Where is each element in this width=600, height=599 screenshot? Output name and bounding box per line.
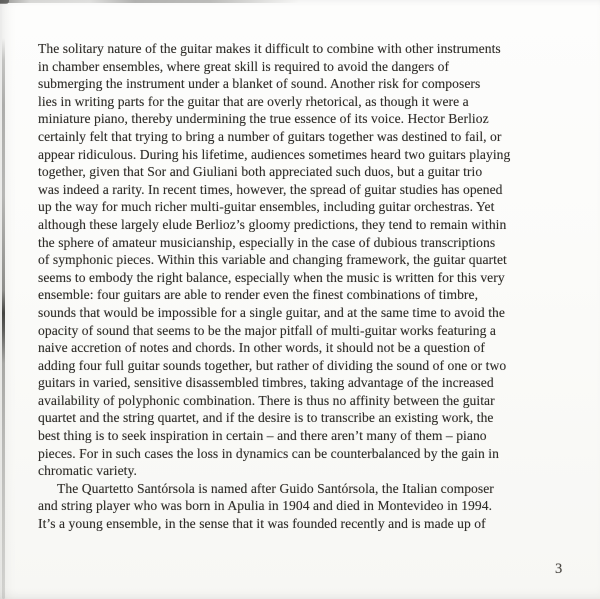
text-line: lies in writing parts for the guitar that are overly rhetorical, as though it were a: [38, 93, 469, 109]
text-line: availability of polyphonic combination. There is thus no affinity between the guitar: [38, 392, 495, 408]
paragraph: [38, 480, 562, 533]
text-line: of symphonic pieces. Within this variable and changing framework, the guitar quartet: [38, 252, 507, 268]
text-line: quartet and the string quartet, and if the desire is to transcribe an existing work, the: [38, 410, 494, 426]
text-line: the sphere of amateur musicianship, especially in the case of dubious transcriptions: [38, 234, 496, 250]
text-line: appear ridiculous. During his lifetime, audiences sometimes heard two guitars playing: [38, 146, 511, 162]
text-line: pieces. For in such cases the loss in dynamics can be counterbalanced by the gain in: [38, 445, 499, 461]
text-line: sounds that would be impossible for a single guitar, and at the same time to avoid the: [38, 304, 505, 320]
text-line: The Quartetto Santórsola is named after Guido Santórsola, the Italian composer: [57, 480, 494, 496]
text-line: guitars in varied, sensitive disassembled timbres, taking advantage of the increased: [38, 375, 494, 391]
text-line: adding four full guitar sounds together, but rather of dividing the sound of one or two: [38, 357, 507, 373]
text-line: certainly felt that trying to bring a number of guitars together was destined to fail, or: [38, 128, 502, 144]
text-block: [38, 40, 562, 533]
scan-edge-artifact-top: [0, 0, 300, 3]
page-number: 3: [555, 561, 563, 577]
scan-corner-mark: [0, 0, 9, 4]
text-line: in chamber ensembles, where great skill is required to avoid the dangers of: [38, 58, 450, 74]
text-line: ensemble: four guitars are able to render even the finest combinations of timbre,: [38, 287, 479, 303]
scan-edge-artifact-left: [2, 38, 5, 599]
text-line: was indeed a rarity. In recent times, however, the spread of guitar studies has opened: [38, 181, 503, 197]
text-line: miniature piano, thereby undermining the true essence of its voice. Hector Berlioz: [38, 111, 489, 127]
text-line: and string player who was born in Apulia in 1904 and died in Montevideo in 1994.: [38, 498, 493, 514]
text-line: seems to embody the right balance, especially when the music is written for this very: [38, 269, 505, 285]
text-line: chromatic variety.: [38, 463, 137, 479]
text-line: The solitary nature of the guitar makes it difficult to combine with other instruments: [38, 41, 501, 56]
text-line: opacity of sound that seems to be the major pitfall of multi-guitar works featuring a: [38, 322, 497, 338]
text-line: up the way for much richer multi-guitar ensembles, including guitar orchestras. Yet: [38, 199, 495, 215]
text-line: naive accretion of notes and chords. In other words, it should not be a question of: [38, 340, 485, 356]
text-line: It’s a young ensemble, in the sense that it was founded recently and is made up of: [38, 516, 486, 532]
text-line: although these largely elude Berlioz’s gloomy predictions, they tend to remain within: [38, 216, 507, 232]
text-line: together, given that Sor and Giuliani both appreciated such duos, but a guitar trio: [38, 164, 483, 180]
text-line: best thing is to seek inspiration in certain – and there aren’t many of them – piano: [38, 428, 487, 444]
paragraph: [38, 40, 562, 480]
text-line: submerging the instrument under a blanket of sound. Another risk for composers: [38, 76, 481, 92]
